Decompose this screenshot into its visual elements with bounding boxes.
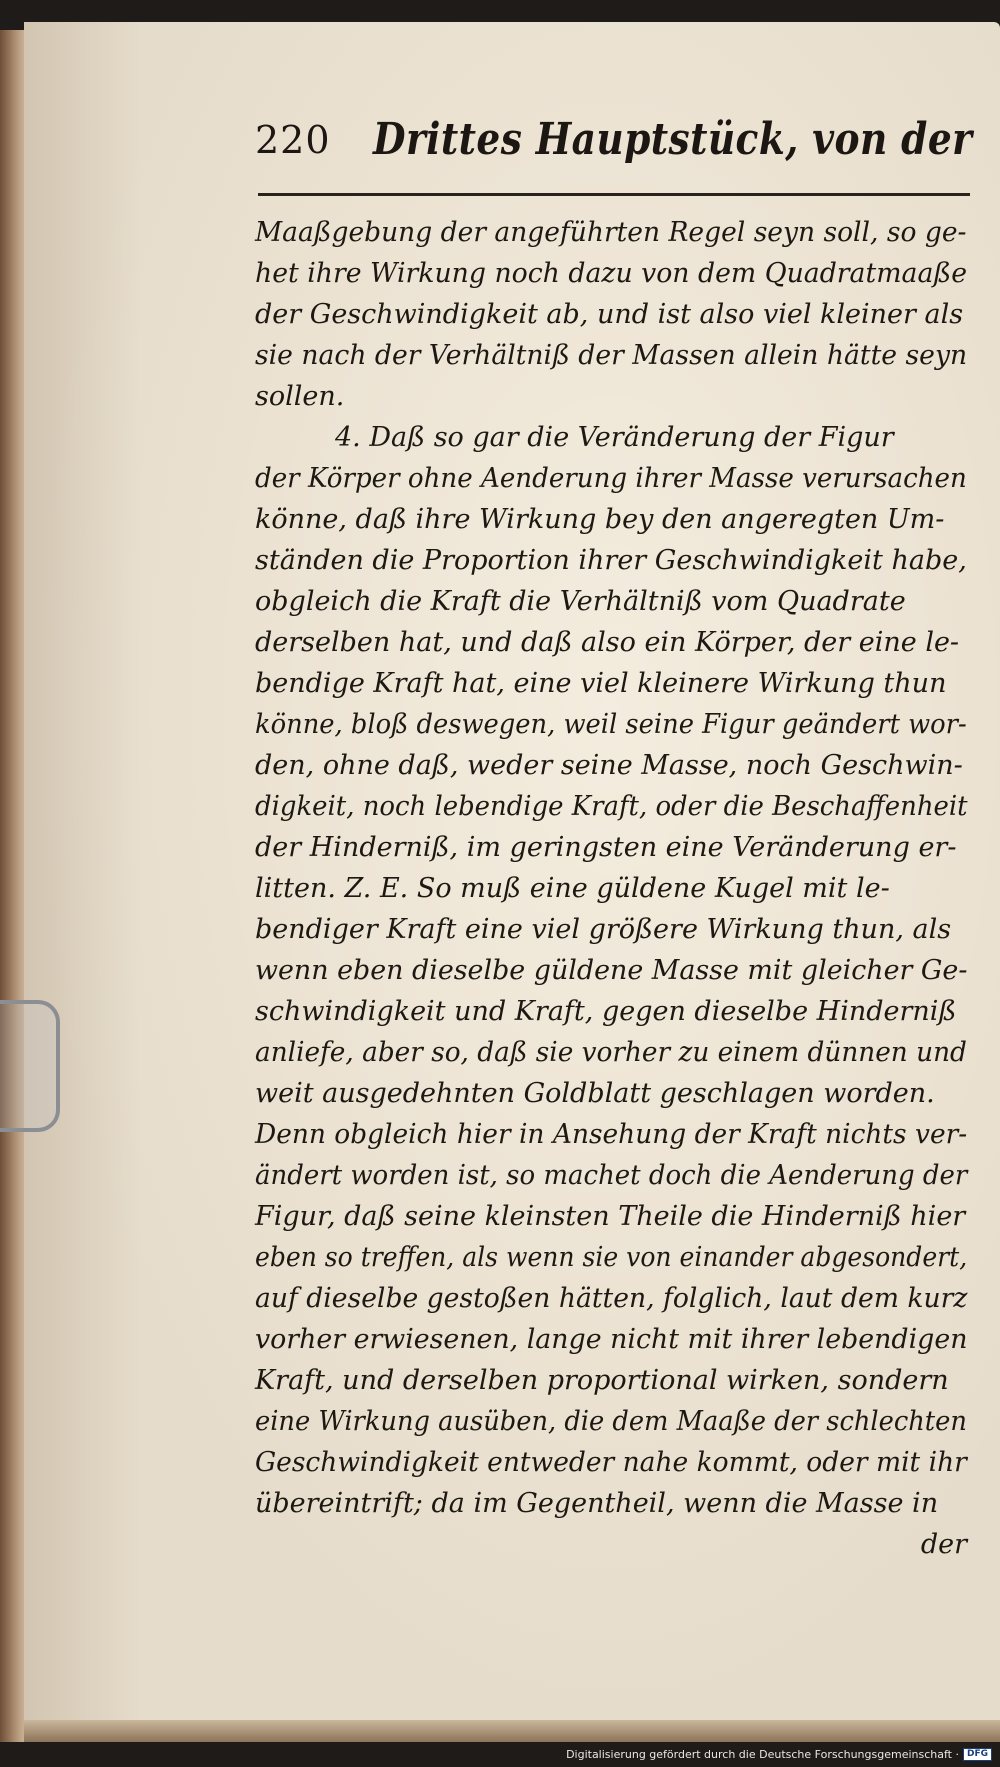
- text-line: [255, 950, 967, 991]
- text-line-content: eben so treffen, als wenn sie von einander abgesondert,: [255, 1242, 968, 1273]
- text-line-content: Geschwindigkeit entweder nahe kommt, oder mit ihr: [255, 1447, 967, 1478]
- text-line: [255, 253, 967, 294]
- text-line: [255, 786, 967, 827]
- text-line: [255, 745, 967, 786]
- text-line-content: könne, daß ihre Wirkung bey den angeregten Um-: [255, 504, 945, 535]
- text-line-content: sie nach der Verhältniß der Massen allein hätte seyn: [255, 340, 968, 371]
- text-line: [255, 909, 967, 950]
- text-line: [255, 1483, 967, 1524]
- text-line-content: derselben hat, und daß also ein Körper, der eine le-: [255, 627, 960, 658]
- text-line: [255, 540, 967, 581]
- text-line-content: Kraft, und derselben proportional wirken, sondern: [255, 1365, 949, 1396]
- text-line: [255, 1278, 967, 1319]
- text-line: [255, 622, 967, 663]
- text-line-content: Maaßgebung der angeführten Regel seyn soll, so ge-: [255, 217, 967, 248]
- text-line-content: ändert worden ist, so machet doch die Aenderung der: [255, 1160, 968, 1191]
- page-header: [255, 114, 975, 178]
- text-line-content: obgleich die Kraft die Verhältniß vom Quadrate: [255, 586, 906, 617]
- text-line: [255, 1032, 967, 1073]
- text-line: [255, 991, 967, 1032]
- text-line-content: digkeit, noch lebendige Kraft, oder die Beschaffenheit: [255, 791, 968, 822]
- text-line: [255, 376, 967, 417]
- text-line-content: het ihre Wirkung noch dazu von dem Quadratmaaße: [255, 258, 968, 289]
- text-line-content: bendiger Kraft eine viel größere Wirkung thun, als: [255, 914, 952, 945]
- text-line: [255, 1360, 967, 1401]
- text-line: [255, 417, 967, 458]
- text-line: [255, 458, 967, 499]
- text-line: [255, 335, 967, 376]
- text-line-content: weit ausgedehnten Goldblatt geschlagen worden.: [255, 1078, 935, 1109]
- text-line: [255, 499, 967, 540]
- text-line: [255, 868, 967, 909]
- text-line: [255, 1319, 967, 1360]
- text-line: [255, 1196, 967, 1237]
- text-line-content: ständen die Proportion ihrer Geschwindigkeit habe,: [255, 545, 967, 576]
- text-line-content: eine Wirkung ausüben, die dem Maaße der schlechten: [255, 1406, 967, 1437]
- dfg-logo-icon: DFG: [963, 1748, 992, 1761]
- text-line-content: der Hinderniß, im geringsten eine Veränderung er-: [255, 832, 957, 863]
- page-bottom-edge: [24, 1720, 1000, 1742]
- credit-text: Digitalisierung gefördert durch die Deutsche Forschungsgemeinschaft ·: [566, 1747, 959, 1761]
- text-line-content: Figur, daß seine kleinsten Theile die Hinderniß hier: [255, 1201, 966, 1232]
- digitization-credit: [566, 1747, 992, 1761]
- text-line-content: wenn eben dieselbe güldene Masse mit gleicher Ge-: [255, 955, 968, 986]
- text-line: [255, 212, 967, 253]
- text-line: [255, 1114, 967, 1155]
- text-line: [255, 1073, 967, 1114]
- catchword-line: [255, 1524, 967, 1565]
- header-rule: [258, 193, 970, 196]
- text-line: [255, 1237, 967, 1278]
- text-line: [255, 827, 967, 868]
- text-line: [255, 294, 967, 335]
- text-line-content: der Körper ohne Aenderung ihrer Masse verursachen: [255, 463, 967, 494]
- text-line-content: der Geschwindigkeit ab, und ist also viel kleiner als: [255, 299, 964, 330]
- text-line-content: vorher erwiesenen, lange nicht mit ihrer lebendigen: [255, 1324, 968, 1355]
- text-line: [255, 1155, 967, 1196]
- text-line-content: anliefe, aber so, daß sie vorher zu einem dünnen und: [255, 1037, 967, 1068]
- page-clip: [0, 1000, 60, 1132]
- text-line-content: könne, bloß deswegen, weil seine Figur geändert wor-: [255, 709, 967, 740]
- text-line-content: auf dieselbe gestoßen hätten, folglich, laut dem kurz: [255, 1283, 968, 1314]
- text-line: [255, 1401, 967, 1442]
- text-line-content: bendige Kraft hat, eine viel kleinere Wirkung thun: [255, 668, 947, 699]
- page-number: 220: [255, 118, 331, 162]
- text-line: [255, 1442, 967, 1483]
- text-line: [255, 704, 967, 745]
- text-line: [255, 663, 967, 704]
- text-line-content: übereintrift; da im Gegentheil, wenn die Masse in: [255, 1488, 939, 1519]
- text-line-content: Denn obgleich hier in Ansehung der Kraft nichts ver-: [255, 1119, 968, 1150]
- text-line: [255, 581, 967, 622]
- text-line-content: den, ohne daß, weder seine Masse, noch Geschwin-: [255, 750, 963, 781]
- text-line-content: sollen.: [255, 381, 345, 412]
- running-head: Drittes Hauptstück, von der: [373, 114, 973, 165]
- text-line-content: 4. Daß so gar die Veränderung der Figur: [335, 422, 894, 453]
- book-spine: [0, 30, 26, 1742]
- page-body-text: [255, 212, 967, 1565]
- text-line-content: schwindigkeit und Kraft, gegen dieselbe Hinderniß: [255, 996, 957, 1027]
- catchword: der: [920, 1529, 967, 1560]
- text-line-content: litten. Z. E. So muß eine güldene Kugel mit le-: [255, 873, 890, 904]
